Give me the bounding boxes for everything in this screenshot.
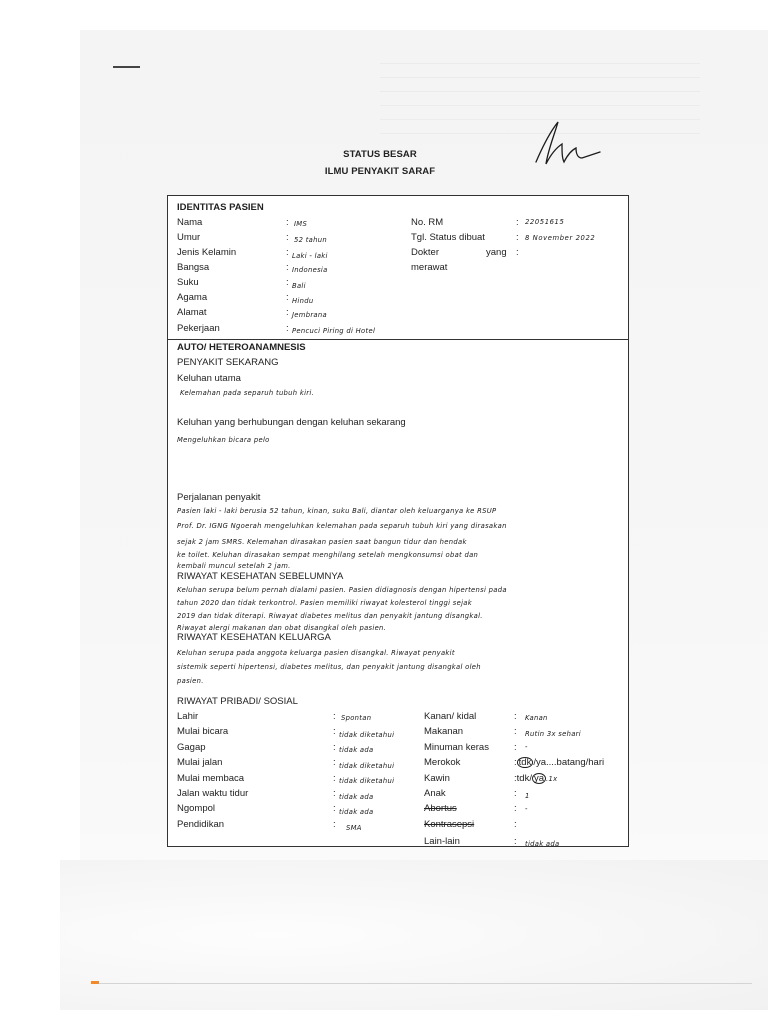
pribadi-abortus-label: Abortus <box>424 803 457 814</box>
perjalanan-line: ke toilet. Keluhan dirasakan sempat menghilang setelah mengkonsumsi obat dan <box>177 551 479 559</box>
perjalanan-line: kembali muncul setelah 2 jam. <box>177 562 291 570</box>
pribadi-kawin-suffix: .1x <box>546 775 558 783</box>
agama-label: Agama <box>177 292 208 303</box>
pribadi-gagap-value: tidak ada <box>339 746 374 754</box>
colon: : <box>514 726 517 737</box>
pribadi-merokok-label: Merokok <box>424 757 461 768</box>
pribadi-mulai-bicara-value: tidak diketahui <box>339 731 395 739</box>
pribadi-anak-label: Anak <box>424 788 446 799</box>
colon: : <box>514 819 517 830</box>
pen-mark <box>113 66 140 68</box>
pribadi-mulai-bicara-label: Mulai bicara <box>177 726 229 737</box>
pribadi-kawin-selected: ya <box>533 773 544 784</box>
pekerjaan-value: Pencuci Piring di Hotel <box>292 327 376 335</box>
dokter-label-merawat: merawat <box>411 262 448 273</box>
pribadi-mulai-membaca-value: tidak diketahui <box>339 777 395 785</box>
jenis-kelamin-value: Laki - laki <box>292 252 328 260</box>
jenis-kelamin-label: Jenis Kelamin <box>177 247 237 258</box>
colon: : <box>516 247 519 258</box>
pribadi-merokok-suffix: /ya....batang/hari <box>533 757 605 768</box>
colon: : <box>514 803 517 814</box>
pribadi-kanan-kidal-label: Kanan/ kidal <box>424 711 477 722</box>
bangsa-label: Bangsa <box>177 262 210 273</box>
penyakit-sekarang-label: PENYAKIT SEKARANG <box>177 357 279 368</box>
pribadi-lahir-label: Lahir <box>177 711 199 722</box>
tgl-status-label: Tgl. Status dibuat <box>411 232 485 243</box>
colon: : <box>333 711 336 722</box>
pribadi-kawin-value <box>514 773 557 784</box>
alamat-label: Alamat <box>177 307 207 318</box>
status-form <box>167 195 629 847</box>
colon: : <box>514 742 517 753</box>
pribadi-pendidikan-label: Pendidikan <box>177 819 225 830</box>
colon: : <box>514 836 517 847</box>
riwayat-sebelumnya-line: 2019 dan tidak diterapi. Riwayat diabetes melitus dan penyakit jantung disangkal. <box>177 612 483 620</box>
suku-value: Bali <box>292 282 306 290</box>
pribadi-lain-lain-label: Lain-lain <box>424 836 460 847</box>
riwayat-keluarga-line: pasien. <box>177 677 204 685</box>
pribadi-heading: RIWAYAT PRIBADI/ SOSIAL <box>177 696 298 707</box>
pribadi-merokok-selected: tdk <box>518 757 532 768</box>
pribadi-jalan-waktu-tidur-value: tidak ada <box>339 793 374 801</box>
riwayat-sebelumnya-line: Riwayat alergi makanan dan obat disangkal oleh pasien. <box>177 624 387 632</box>
colon: : <box>286 262 289 273</box>
colon: : <box>286 247 289 258</box>
colon: : <box>286 277 289 288</box>
colon: : <box>286 292 289 303</box>
colon: : <box>516 232 519 243</box>
bangsa-value: Indonesia <box>292 266 328 274</box>
anamnesis-heading: AUTO/ HETEROANAMNESIS <box>177 342 306 353</box>
keluhan-berhubungan-label: Keluhan yang berhubungan dengan keluhan sekarang <box>177 417 406 428</box>
perjalanan-line: Prof. Dr. IGNG Ngoerah mengeluhkan kelemahan pada separuh tubuh kiri yang dirasakan <box>177 522 507 530</box>
pribadi-anak-value: 1 <box>525 792 530 800</box>
document-title: STATUS BESAR <box>343 149 417 160</box>
pribadi-minuman-keras-label: Minuman keras <box>424 742 489 753</box>
pribadi-kontrasepsi-label: Kontrasepsi <box>424 819 475 830</box>
pribadi-kawin-label: Kawin <box>424 773 450 784</box>
agama-value: Hindu <box>292 297 314 305</box>
pribadi-lahir-value: Spontan <box>341 714 372 722</box>
pribadi-lain-lain-value: tidak ada <box>525 840 560 848</box>
umur-value: 52 tahun <box>294 236 327 244</box>
colon: : <box>516 217 519 228</box>
pribadi-gagap-label: Gagap <box>177 742 206 753</box>
colon: : <box>286 217 289 228</box>
identitas-heading: IDENTITAS PASIEN <box>177 202 264 213</box>
riwayat-sebelumnya-line: Keluhan serupa belum pernah dialami pasien. Pasien didiagnosis dengan hipertensi pada <box>177 586 507 594</box>
pribadi-abortus-value: - <box>525 805 528 813</box>
perjalanan-line: sejak 2 jam SMRS. Kelemahan dirasakan pasien saat bangun tidur dan hendak <box>177 538 467 546</box>
keluhan-utama-label: Keluhan utama <box>177 373 241 384</box>
colon: : <box>333 788 336 799</box>
keluhan-utama-value: Kelemahan pada separuh tubuh kiri. <box>180 389 315 397</box>
alamat-value: Jembrana <box>292 311 327 319</box>
colon: : <box>333 726 336 737</box>
perjalanan-label: Perjalanan penyakit <box>177 492 261 503</box>
section-divider <box>168 339 628 340</box>
colon: : <box>286 307 289 318</box>
pribadi-kawin-prefix: tdk/ <box>516 773 532 784</box>
riwayat-keluarga-line: Keluhan serupa pada anggota keluarga pasien disangkal. Riwayat penyakit <box>177 649 455 657</box>
paper-shadow <box>60 860 768 1010</box>
no-rm-value: 22051615 <box>525 218 565 226</box>
colon: : <box>514 757 517 768</box>
colon: : <box>514 788 517 799</box>
pribadi-kanan-kidal-value: Kanan <box>525 714 548 722</box>
riwayat-sebelumnya-label: RIWAYAT KESEHATAN SEBELUMNYA <box>177 571 344 582</box>
riwayat-keluarga-label: RIWAYAT KESEHATAN KELUARGA <box>177 632 331 643</box>
pribadi-ngompol-value: tidak ada <box>339 808 374 816</box>
pekerjaan-label: Pekerjaan <box>177 323 220 334</box>
nama-label: Nama <box>177 217 203 228</box>
dokter-label-yang: yang <box>486 247 507 258</box>
colon: : <box>286 323 289 334</box>
pribadi-ngompol-label: Ngompol <box>177 803 216 814</box>
colon: : <box>514 773 517 784</box>
colon: : <box>333 803 336 814</box>
no-rm-label: No. RM <box>411 217 444 228</box>
suku-label: Suku <box>177 277 199 288</box>
perjalanan-line: Pasien laki - laki berusia 52 tahun, kinan, suku Bali, diantar oleh keluarganya ke RSUP <box>177 507 497 515</box>
tgl-status-value: 8 November 2022 <box>525 234 596 242</box>
colon: : <box>333 742 336 753</box>
pribadi-mulai-jalan-value: tidak diketahui <box>339 762 395 770</box>
orange-mark <box>91 981 99 984</box>
colon: : <box>333 773 336 784</box>
pribadi-mulai-membaca-label: Mulai membaca <box>177 773 245 784</box>
keluhan-berhubungan-value: Mengeluhkan bicara pelo <box>177 436 270 444</box>
pribadi-makanan-label: Makanan <box>424 726 464 737</box>
document-subtitle: ILMU PENYAKIT SARAF <box>324 166 436 177</box>
riwayat-keluarga-line: sistemik seperti hipertensi, diabetes melitus, dan penyakit jantung disangkal oleh <box>177 663 481 671</box>
colon: : <box>333 757 336 768</box>
colon: : <box>514 711 517 722</box>
pribadi-makanan-value: Rutin 3x sehari <box>525 730 581 738</box>
dokter-label: Dokter <box>411 247 439 258</box>
pribadi-mulai-jalan-label: Mulai jalan <box>177 757 223 768</box>
pribadi-pendidikan-value: SMA <box>346 824 362 832</box>
nama-value: IMS <box>294 220 308 228</box>
riwayat-sebelumnya-line: tahun 2020 dan tidak terkontrol. Pasien memiliki riwayat kolesterol tinggi sejak <box>177 599 472 607</box>
umur-label: Umur <box>177 232 201 243</box>
colon: : <box>286 232 289 243</box>
pribadi-minuman-keras-value: - <box>525 743 528 751</box>
pribadi-jalan-waktu-tidur-label: Jalan waktu tidur <box>177 788 249 799</box>
pribadi-merokok-value <box>514 757 604 768</box>
colon: : <box>333 819 336 830</box>
page-edge-line <box>92 983 752 984</box>
